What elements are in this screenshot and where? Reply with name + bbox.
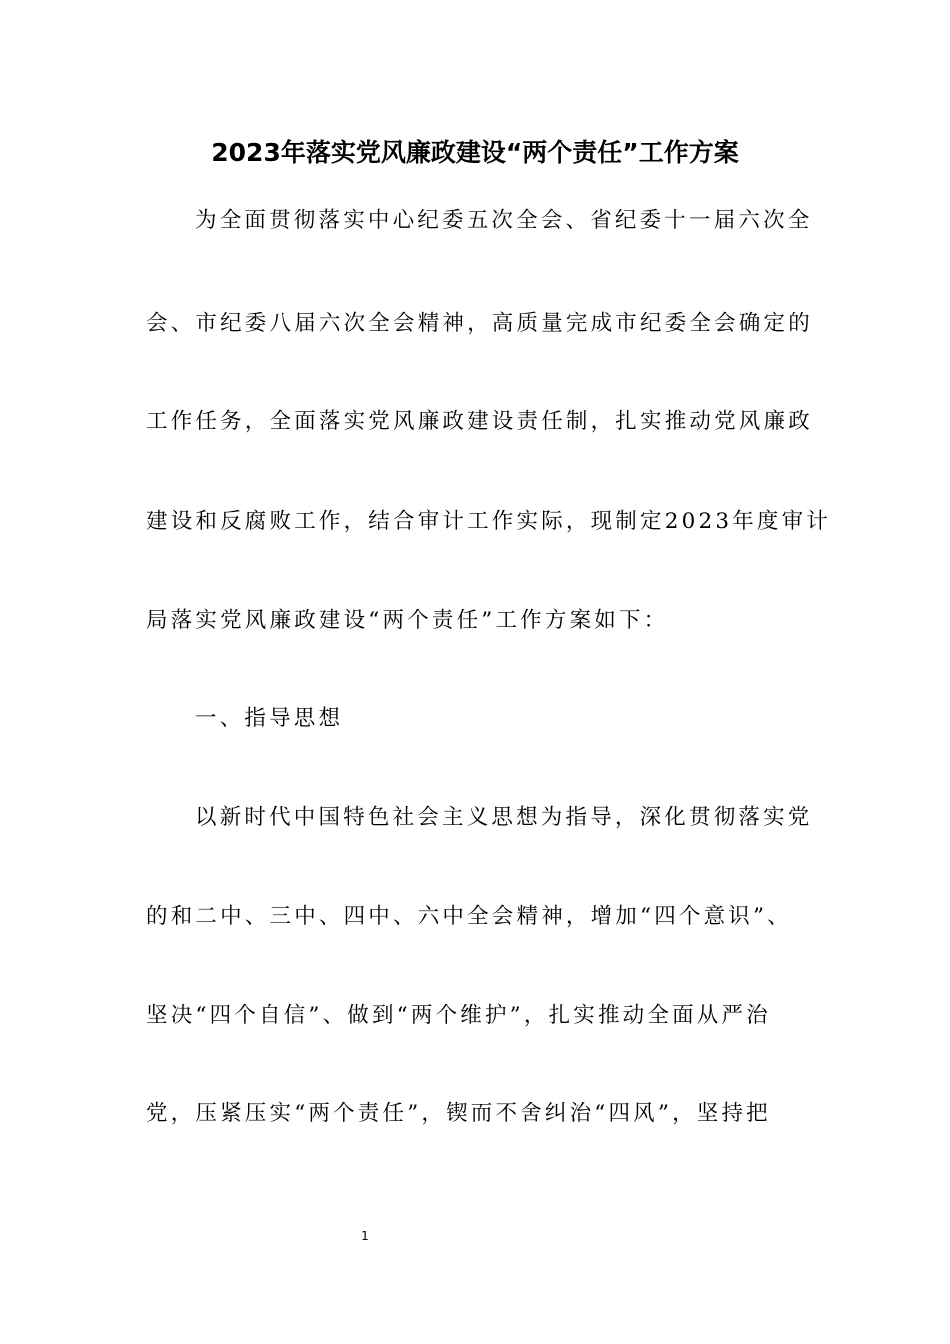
paragraph-line: 坚决“四个自信”、做到“两个维护”，扎实推动全面从严治 xyxy=(146,1003,771,1028)
page-number: 1 xyxy=(361,1229,369,1243)
section-heading: 一、指导思想 xyxy=(195,706,344,731)
paragraph-line: 工作任务，全面落实党风廉政建设责任制，扎实推动党风廉政 xyxy=(146,409,813,434)
paragraph-line: 为全面贯彻落实中心纪委五次全会、省纪委十一届六次全 xyxy=(195,208,813,233)
document-title: 2023年落实党风廉政建设“两个责任”工作方案 xyxy=(211,138,739,167)
paragraph-line: 建设和反腐败工作，结合审计工作实际，现制定2023年度审计 xyxy=(146,509,832,534)
paragraph-line: 党，压紧压实“两个责任”，锲而不舍纠治“四风”，坚持把 xyxy=(146,1101,771,1126)
paragraph-line: 的和二中、三中、四中、六中全会精神，增加“四个意识”、 xyxy=(146,904,792,929)
paragraph-line: 以新时代中国特色社会主义思想为指导，深化贯彻落实党 xyxy=(195,805,813,830)
paragraph-line: 局落实党风廉政建设“两个责任”工作方案如下： xyxy=(146,608,669,633)
paragraph-line: 会、市纪委八届六次全会精神，高质量完成市纪委全会确定的 xyxy=(146,311,813,336)
